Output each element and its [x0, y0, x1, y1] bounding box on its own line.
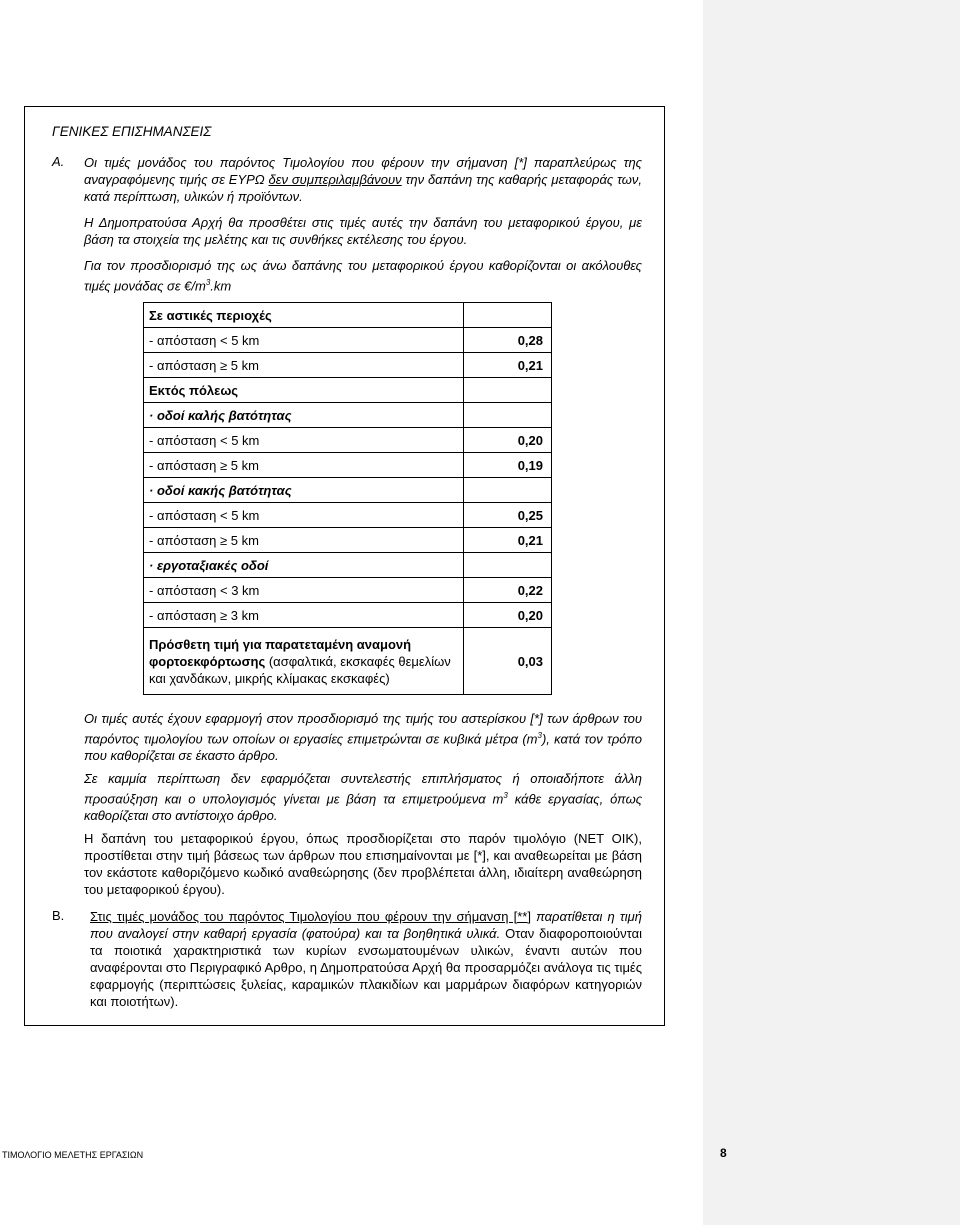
page-title: ΓΕΝΙΚΕΣ ΕΠΙΣΗΜΑΝΣΕΙΣ [52, 124, 212, 139]
italic-text: παρατίθεται η τιμή που αναλογεί στην καθαρή εργασία (φατούρα) και τα βοηθητικά υλικά. [90, 909, 642, 941]
table-row [144, 553, 552, 578]
rate-label: · εργοταξιακές οδοί [144, 553, 464, 578]
rate-value: 0,20 [464, 603, 552, 628]
rate-value: 0,19 [464, 453, 552, 478]
text-span: .km [210, 278, 232, 294]
rate-value: 0,20 [464, 428, 552, 453]
paragraph-no-surcharge [84, 770, 642, 824]
rate-label: · οδοί καλής βατότητας [144, 403, 464, 428]
rate-value [464, 403, 552, 428]
paragraph-application [84, 710, 642, 764]
superscript: 3 [205, 278, 211, 287]
text-span: την δαπάνη της καθαρής μεταφοράς των, κατά περίπτωση, υλικών ή προϊόντων. [84, 172, 642, 204]
rate-label: - απόσταση ≥ 5 km [144, 353, 464, 378]
table-row [144, 403, 552, 428]
text-span: Οταν διαφοροποιούνται τα ποιοτικά χαρακτηριστικά των κυρίων ενσωματουμένων υλικών, έναντι αυτών που αναφέρονται στο Περιγραφικό Αρθρο, η Δημοπρατούσα Αρχή θα προσαρμόζει ανάλογα τις τιμές εφαρμογής (περιπτώσεις ξυλείας, καραμικών πλακιδίων και μαρμάρων διαφόρων κατηγοριών και ποιοτήτων). [90, 926, 642, 1009]
underlined-text: δεν συμπεριλαμβάνουν [268, 172, 402, 187]
table-row [144, 378, 552, 403]
rate-value: 0,22 [464, 578, 552, 603]
section-a-paragraph-2: Η Δημοπρατούσα Αρχή θα προσθέτει στις τιμές αυτές την δαπάνη του μεταφορικού έργου, με βάση τα στοιχεία της μελέτης και τις συνθήκες εκτέλεσης του έργου. [84, 215, 642, 247]
extra-waiting-label [144, 628, 464, 695]
transport-rates-table [143, 302, 552, 695]
text-span: Οι τιμές μονάδος του παρόντος Τιμολογίου που φέρουν την σήμανση [*] παραπλεύρως της αναγραφόμενης τιμής σε ΕΥΡΩ [84, 155, 642, 187]
text-span: ), κατά τον τρόπο που καθορίζεται σε έκαστο άρθρο. [84, 731, 642, 764]
rate-label: · οδοί κακής βατότητας [144, 478, 464, 503]
rate-value [464, 378, 552, 403]
rate-value: 0,21 [464, 353, 552, 378]
rate-label: - απόσταση < 3 km [144, 578, 464, 603]
extra-waiting-value: 0,03 [464, 628, 552, 695]
table-row-extra-waiting [144, 628, 552, 695]
rate-label: - απόσταση ≥ 5 km [144, 528, 464, 553]
rates-table-body [144, 303, 552, 628]
rates-table-footer [144, 628, 552, 695]
section-a-letter: Α. [52, 154, 65, 169]
rate-label: - απόσταση ≥ 5 km [144, 453, 464, 478]
table-row [144, 528, 552, 553]
section-b-paragraph [90, 908, 642, 1010]
footer-page-number: 8 [720, 1146, 727, 1160]
paragraph-transport-cost: Η δαπάνη του μεταφορικού έργου, όπως προσδιορίζεται στο παρόν τιμολόγιο (ΝΕΤ ΟΙΚ), προστίθεται στην τιμή βάσεως των άρθρων που επισημαίνονται με [*], και αναθεωρείται με βάση τον εκάστοτε καθοριζόμενο κωδικό αναθεώρησης (δεν προβλέπεται άλλη, ιδιαίτερη αναθεώρηση του μεταφορικού έργου). [84, 831, 642, 897]
rate-label: Σε αστικές περιοχές [144, 303, 464, 328]
rate-value: 0,21 [464, 528, 552, 553]
table-row [144, 503, 552, 528]
superscript: 3 [503, 791, 508, 800]
table-row [144, 328, 552, 353]
text-span: Οι τιμές αυτές έχουν εφαρμογή στον προσδιορισμό της τιμής του αστερίσκου [*] των άρθρων του παρόντος τιμολογίου των οποίων οι εργασίες επιμετρώνται σε κυβικά μέτρα (m [84, 711, 642, 747]
table-row [144, 303, 552, 328]
section-b-letter: Β. [52, 908, 65, 923]
rate-label: - απόσταση < 5 km [144, 328, 464, 353]
rate-value: 0,25 [464, 503, 552, 528]
rate-value [464, 553, 552, 578]
rate-label: Εκτός πόλεως [144, 378, 464, 403]
rate-value [464, 478, 552, 503]
right-margin-area [703, 0, 960, 1225]
rate-label: - απόσταση < 5 km [144, 503, 464, 528]
rate-label: - απόσταση < 5 km [144, 428, 464, 453]
underlined-text: Στις τιμές μονάδος του παρόντος Τιμολογίου που φέρουν την σήμανση [**] [90, 909, 531, 924]
table-row [144, 603, 552, 628]
section-a-paragraph-3 [84, 257, 642, 294]
text-span: Για τον προσδιορισμό της ως άνω δαπάνης του μεταφορικού έργου καθορίζονται οι ακόλουθες τιμές μονάδας σε €/m [84, 258, 642, 294]
label-rest: (ασφαλτικά, εκσκαφές θεμελίων και χανδάκων, μικρής κλίμακας εκσκαφές) [149, 653, 451, 686]
table-row [144, 428, 552, 453]
section-a-paragraph-1 [84, 154, 642, 205]
rate-label: - απόσταση ≥ 3 km [144, 603, 464, 628]
rate-value [464, 303, 552, 328]
superscript: 3 [537, 731, 542, 740]
table-row [144, 578, 552, 603]
bold-label: Πρόσθετη τιμή για παρατεταμένη αναμονή φορτοεκφόρτωσης [149, 636, 412, 669]
table-row [144, 478, 552, 503]
text-span: Σε καμμία περίπτωση δεν εφαρμόζεται συντελεστής επιπλήσματος ή οποιαδήποτε άλλη προσαύξηση και ο υπολογισμός γίνεται με βάση τα επιμετρούμενα m [84, 771, 642, 807]
table-row [144, 453, 552, 478]
table-row [144, 353, 552, 378]
text-span: κάθε εργασίας, όπως καθορίζεται στο αντίστοιχο άρθρο. [84, 791, 643, 824]
rate-value: 0,28 [464, 328, 552, 353]
footer-document-name: ΤΙΜΟΛΟΓΙΟ ΜΕΛΕΤΗΣ ΕΡΓΑΣΙΩΝ [2, 1150, 144, 1160]
